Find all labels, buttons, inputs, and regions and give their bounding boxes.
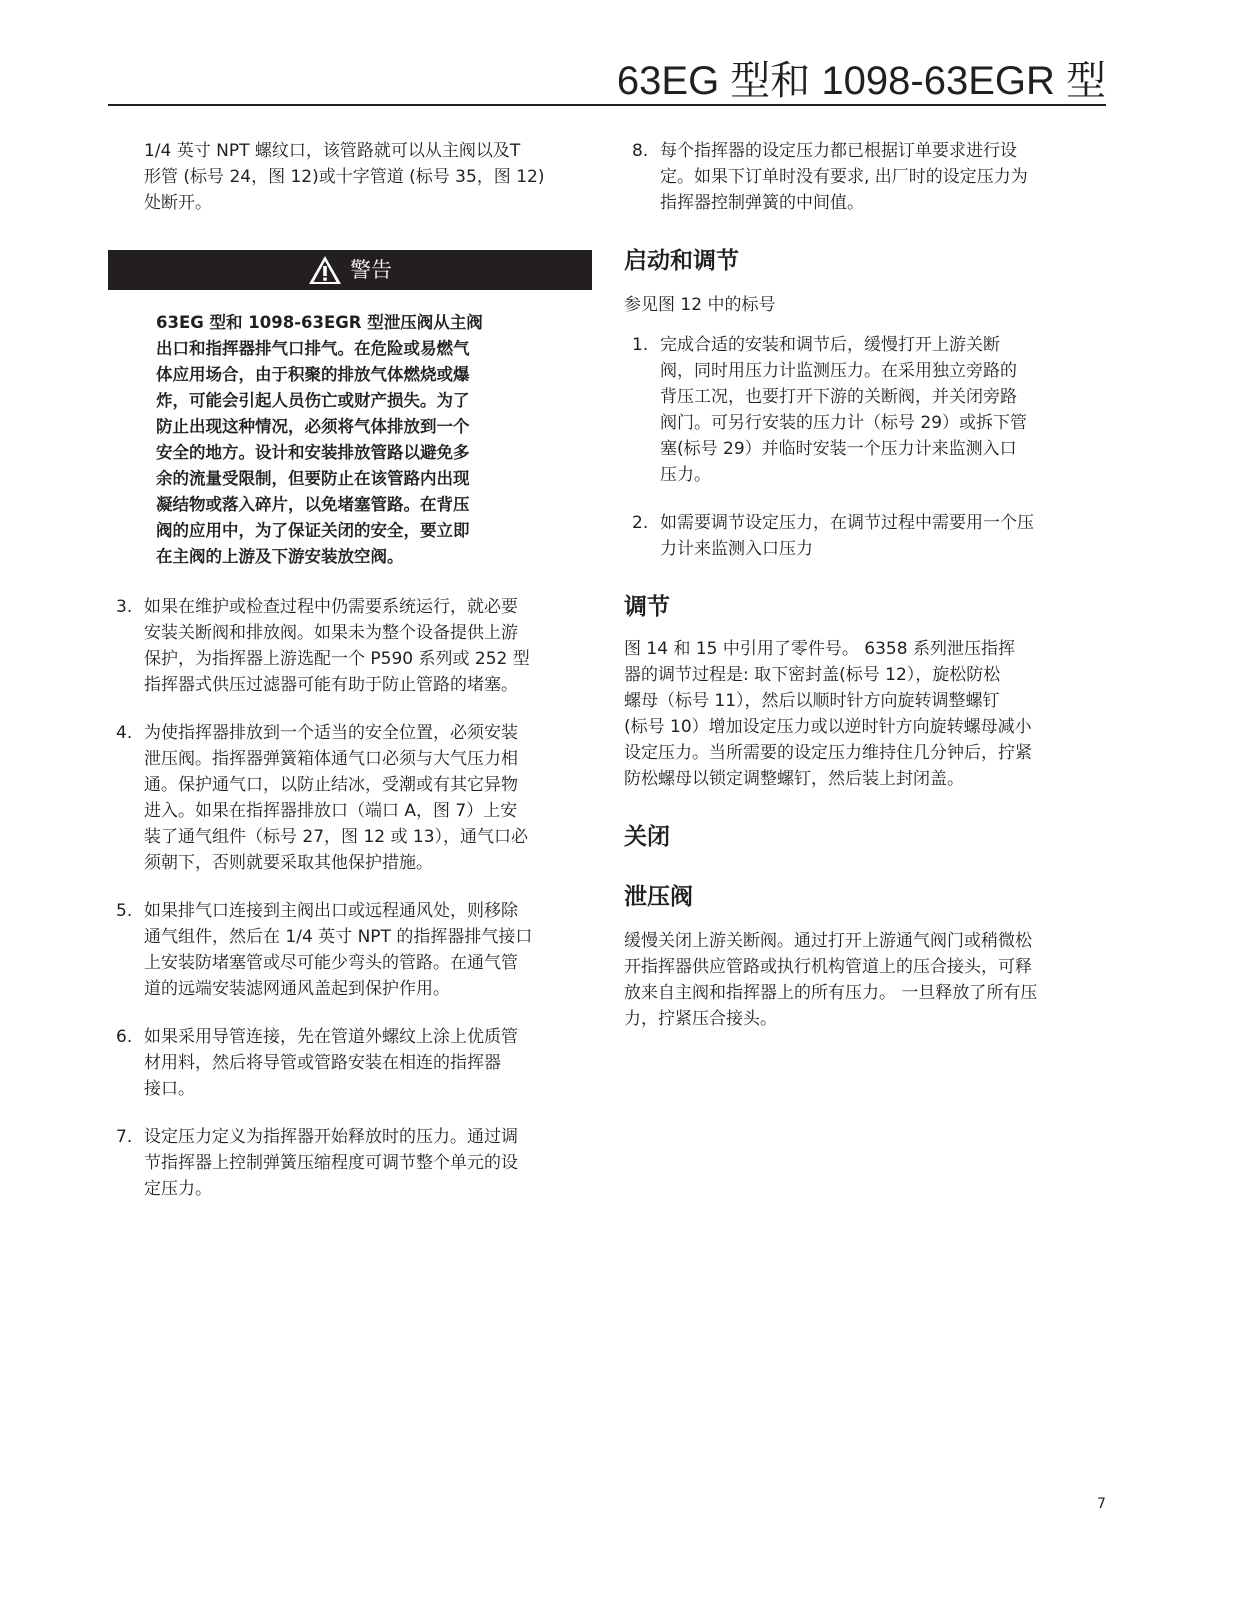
text-line: 炸，可能会引起人员伤亡或财产损失。为了 [156,391,470,410]
adjust-heading: 调节 [624,594,670,620]
text-line: 开指挥器供应管路或执行机构管道上的压合接头，可释 [624,957,1032,977]
text-line: 阀的应用中，为了保证关闭的安全，要立即 [156,521,470,540]
text-line: 处断开。 [144,193,212,213]
list-number: 8. [632,141,649,161]
text-line: 装了通气组件（标号 27，图 12 或 13），通气口必 [144,827,529,847]
text-line: 1/4 英寸 NPT 螺纹口，该管路就可以从主阀以及T [144,141,521,161]
text-line: 设定压力定义为指挥器开始释放时的压力。通过调 [144,1127,518,1147]
text-line: 如果排气口连接到主阀出口或远程通风处，则移除 [144,901,518,921]
text-line: 图 14 和 15 中引用了零件号。 6358 系列泄压指挥 [624,639,1015,659]
text-line: 螺母（标号 11），然后以顺时针方向旋转调整螺钉 [624,691,1000,711]
right-column [624,138,1106,1032]
shutdown-paragraph [624,928,1106,1032]
text-line: 道的远端安装滤网通风盖起到保护作用。 [144,979,450,999]
text-line: 体应用场合，由于积聚的排放气体燃烧或爆 [156,365,470,384]
startup-reference: 参见图 12 中的标号 [624,295,776,315]
list-number: 6. [116,1027,133,1047]
text-line: 凝结物或落入碎片，以免堵塞管路。在背压 [156,495,470,514]
text-line: 泄压阀。指挥器弹簧箱体通气口必须与大气压力相 [144,749,518,769]
text-line: 指挥器式供压过滤器可能有助于防止管路的堵塞。 [144,675,518,695]
text-line: 定。如果下订单时没有要求, 出厂时的设定压力为 [660,167,1028,187]
text-line: 通气组件，然后在 1/4 英寸 NPT 的指挥器排气接口 [144,927,533,947]
shutdown-heading: 关闭 [624,824,670,850]
text-line: 力计来监测入口压力 [660,539,813,559]
text-line: 设定压力。当所需要的设定压力维持住几分钟后，拧紧 [624,743,1032,763]
warning-text [156,310,552,570]
left-column [108,138,592,1202]
text-line: 须朝下，否则就要采取其他保护措施。 [144,853,433,873]
page-title: 63EG 型和 1098-63EGR 型 [616,59,1106,103]
text-line: 63EG 型和 1098-63EGR 型泄压阀从主阀 [156,313,483,332]
text-line: 在主阀的上游及下游安装放空阀。 [156,547,404,566]
relief-valve-subheading: 泄压阀 [624,884,693,910]
text-line: 放来自主阀和指挥器上的所有压力。 一旦释放了所有压 [624,983,1038,1003]
adjust-paragraph [624,636,1106,792]
text-line: 压力。 [660,465,711,485]
header-rule [108,104,1106,106]
text-line: 如果采用导管连接，先在管道外螺纹上涂上优质管 [144,1027,518,1047]
startup-item-1 [624,332,1106,488]
text-line: 为使指挥器排放到一个适当的安全位置，必须安装 [144,723,518,743]
text-line: 缓慢关闭上游关断阀。通过打开上游通气阀门或稍微松 [624,931,1032,951]
list-item-7 [108,1124,592,1202]
text-line: 完成合适的安装和调节后，缓慢打开上游关断 [660,335,1000,355]
text-line: (标号 10）增加设定压力或以逆时针方向旋转螺母减小 [624,717,1032,737]
list-number: 4. [116,723,133,743]
warning-banner [108,250,592,290]
text-line: 出口和指挥器排气口排气。在危险或易燃气 [156,339,470,358]
text-line: 如果在维护或检查过程中仍需要系统运行，就必要 [144,597,518,617]
text-line: 阀门。可另行安装的压力计（标号 29）或拆下管 [660,413,1028,433]
text-line: 上安装防堵塞管或尽可能少弯头的管路。在通气管 [144,953,518,973]
text-line: 接口。 [144,1079,195,1099]
text-line: 器的调节过程是: 取下密封盖(标号 12），旋松防松 [624,665,1001,685]
text-line: 如需要调节设定压力，在调节过程中需要用一个压 [660,513,1034,533]
list-number: 1. [632,335,649,355]
text-line: 阀，同时用压力计监测压力。在采用独立旁路的 [660,361,1017,381]
warning-label: 警告 [350,258,392,282]
text-line: 材用料，然后将导管或管路安装在相连的指挥器 [144,1053,501,1073]
text-line: 余的流量受限制，但要防止在该管路内出现 [156,469,470,488]
text-line: 形管 (标号 24，图 12)或十字管道 (标号 35，图 12) [144,167,545,187]
text-line: 指挥器控制弹簧的中间值。 [660,193,864,213]
text-line: 进入。如果在指挥器排放口（端口 A，图 7）上安 [144,801,518,821]
list-number: 5. [116,901,133,921]
startup-heading: 启动和调节 [624,248,739,274]
text-line: 防止出现这种情况，必须将气体排放到一个 [156,417,470,436]
list-number: 3. [116,597,133,617]
startup-item-2 [624,510,1106,562]
text-line: 安装关断阀和排放阀。如果未为整个设备提供上游 [144,623,518,643]
text-line: 通。保护通气口，以防止结冰，受潮或有其它异物 [144,775,518,795]
text-line: 每个指挥器的设定压力都已根据订单要求进行设 [660,141,1017,161]
text-line: 背压工况，也要打开下游的关断阀，并关闭旁路 [660,387,1017,407]
text-line: 安全的地方。设计和安装排放管路以避免多 [156,443,470,462]
text-line: 节指挥器上控制弹簧压缩程度可调节整个单元的设 [144,1153,518,1173]
list-number: 2. [632,513,649,533]
list-item-3 [108,594,592,698]
text-line: 塞(标号 29）并临时安装一个压力计来监测入口 [660,439,1017,459]
list-item-4 [108,720,592,876]
list-item-6 [108,1024,592,1102]
list-number: 7. [116,1127,133,1147]
text-line: 力，拧紧压合接头。 [624,1009,777,1029]
text-line: 保护，为指挥器上游选配一个 P590 系列或 252 型 [144,649,530,669]
page-number: 7 [1097,1496,1106,1512]
list-item-8 [624,138,1106,216]
text-line: 定压力。 [144,1179,212,1199]
list-item-5 [108,898,592,1002]
text-line: 防松螺母以锁定调整螺钉，然后装上封闭盖。 [624,769,964,789]
warning-triangle-icon [308,255,342,285]
intro-paragraph [108,138,592,216]
